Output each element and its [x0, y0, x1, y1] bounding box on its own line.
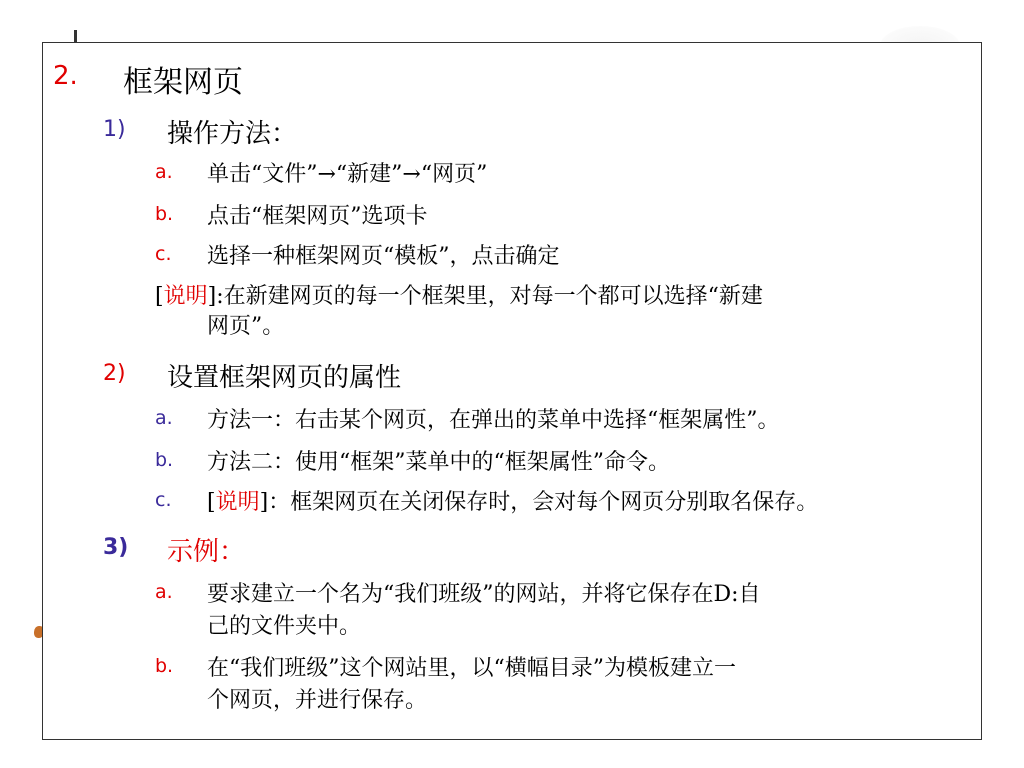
list-item-continuation: [43, 611, 943, 641]
note-line-2: 网页”。: [207, 314, 285, 339]
slide-frame: [42, 42, 982, 740]
subsection-1-heading: [43, 115, 943, 149]
list-marker: b.: [155, 655, 174, 677]
list-marker: a.: [155, 407, 173, 429]
list-item-text: 方法一：右击某个网页，在弹出的菜单中选择“框架属性”。: [207, 408, 780, 433]
list-item-text: 要求建立一个名为“我们班级”的网站，并将它保存在D:自: [207, 582, 761, 607]
list-item-text: 选择一种框架网页“模板”，点击确定: [207, 244, 560, 269]
list-item: [43, 447, 943, 477]
decorative-mark-top: [74, 30, 77, 42]
subsection-2-number: 2): [103, 361, 126, 386]
list-item: [43, 201, 943, 231]
list-item: [43, 487, 973, 517]
list-marker: b.: [155, 203, 174, 225]
section-number: 2.: [53, 61, 78, 91]
subsection-1-number: 1): [103, 117, 126, 142]
note-text: :在新建网页的每一个框架里，对每一个都可以选择“新建: [216, 284, 763, 309]
list-item: [43, 241, 943, 271]
section-heading: [43, 61, 943, 101]
list-item-continuation: [43, 685, 943, 715]
list-item: [43, 653, 943, 683]
subsection-1-title: 操作方法：: [167, 119, 298, 149]
list-item-text: 点击“框架网页”选项卡: [207, 204, 428, 229]
list-marker: a.: [155, 581, 173, 603]
subsection-3-title: 示例：: [167, 537, 246, 567]
note-label: 说明: [163, 284, 208, 309]
list-item: [43, 159, 943, 189]
list-item-text: 个网页，并进行保存。: [207, 688, 428, 713]
list-item-text: [说明]：框架网页在关闭保存时，会对每个网页分别取名保存。: [207, 490, 819, 515]
list-item-text: 在“我们班级”这个网站里，以“横幅目录”为模板建立一: [207, 656, 736, 681]
subsection-2-heading: [43, 359, 943, 393]
list-marker: a.: [155, 161, 173, 183]
list-marker: b.: [155, 449, 174, 471]
list-item: [43, 579, 943, 609]
subsection-3-number: 3): [103, 535, 129, 560]
note-line-1: [说明]:在新建网页的每一个框架里，对每一个都可以选择“新建: [155, 284, 763, 309]
list-marker: c.: [155, 489, 172, 511]
section-title: 框架网页: [123, 65, 243, 100]
subsection-2-title: 设置框架网页的属性: [167, 363, 402, 393]
list-item: [43, 405, 973, 435]
list-item-text: 方法二：使用“框架”菜单中的“框架属性”命令。: [207, 450, 670, 475]
subsection-3-heading: [43, 533, 943, 567]
note-label: 说明: [215, 490, 260, 515]
list-item-text: 单击“文件”→“新建”→“网页”: [207, 162, 488, 187]
list-item-text: 己的文件夹中。: [207, 614, 362, 639]
list-marker: c.: [155, 243, 172, 265]
